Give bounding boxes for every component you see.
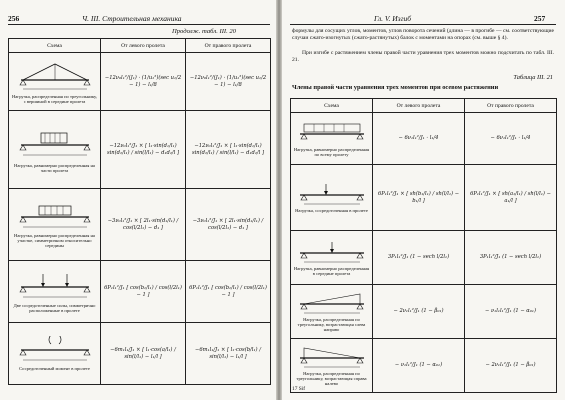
right-page-number: 257 <box>534 14 546 23</box>
scheme-cell <box>9 189 101 261</box>
full-uniform-load-diagram <box>296 121 368 145</box>
column-header: От левого пролета <box>373 99 465 113</box>
scheme-caption: Нагрузка, сосредоточенная в пролете <box>295 208 368 213</box>
scheme-caption: Нагрузка, распределенная по треугольнику, возрастающая справа налево <box>296 371 367 386</box>
left-span-formula: 3P₁l₁²/J₁ (1 − sech l/2l₁) <box>373 231 465 285</box>
left-span-formula: −12ν₀l₁²/(J₁) · (1/u₁²)(sec u₁/2 − 1) − l₁/8 <box>101 53 186 111</box>
scheme-caption: Сосредоточенный момент в пролете <box>19 366 90 371</box>
column-header: От левого пролета <box>101 39 186 53</box>
scheme-cell <box>291 285 373 339</box>
left-span-formula: −6m₁l₁/J₁ × [ l₁·cos(a/l₁) / sin(l/l₁) − l₁/l ] <box>101 323 186 385</box>
table-row <box>9 111 271 189</box>
left-span-formula: − 6ν₁l₁²/J₁ · l₁/4 <box>373 113 465 165</box>
scheme-cell <box>291 113 373 165</box>
right-span-formula: −12ν₀l₁²/(J₁) · (1/u₁²)(sec u₁/2 − 1) − l₁/8 <box>186 53 271 111</box>
left-span-formula: −3ν₀l₁²/J₁ × [ 2l₁·sin(d₁/l₁) / cos(l/2l₁) − d₁ ] <box>101 189 186 261</box>
right-page <box>282 0 565 400</box>
table-row <box>9 261 271 323</box>
scheme-caption: Нагрузка, распределенная по треугольнику, возрастающая слева направо <box>297 317 366 332</box>
point-load-diagram <box>296 182 368 206</box>
triangular-load-diagram <box>15 60 95 92</box>
left-running-head: Ч. III. Строительная механика <box>82 14 182 23</box>
scheme-caption: Две сосредоточенные силы, симметрично расположенные в пролете <box>13 302 96 313</box>
column-header: Схема <box>9 39 101 53</box>
scheme-cell <box>9 111 101 189</box>
left-span-formula: 6P₁l₁²/J₁ × [ sh(b₁/l₁) / sh(l/l₁) − b₁/l ] <box>373 165 465 231</box>
table-row <box>9 53 271 111</box>
scheme-cell <box>9 261 101 323</box>
right-span-formula: −6m₁l₁/J₁ × [ l₁·cos(b/l₁) / sin(l/l₁) − l₁/l ] <box>186 323 271 385</box>
scheme-caption: Нагрузка, распределенная по треугольнику, с вершиной в середине пролета <box>11 93 98 104</box>
table-header-row <box>9 39 271 53</box>
left-span-formula: − ν₁l₁²/J₁ (1 − α₀₁) <box>373 339 465 393</box>
right-span-formula: − 2ν₁l₁²/J₁ (1 − β₀₁) <box>465 339 557 393</box>
left-table <box>8 38 271 385</box>
right-table <box>290 98 557 393</box>
table-label: Таблица III. 21 <box>513 74 553 81</box>
left-span-formula: 6P₁l₁²/J₁ [ cos(b₁/l₁) / cos(l/2l₁) − 1 ] <box>101 261 186 323</box>
body-paragraph: формулы для сосущих углов, моментов, углов поворота сечений (длина — в прогибе — см. соответствующие случаи сжато-изогнутых (сжато-растянутых) балок с моментами на опорах (см. выше § 4). <box>292 28 554 42</box>
table-continuation-label: Продолж. табл. III. 20 <box>172 28 236 35</box>
scheme-caption: Нагрузка, равномерно распределенная по всему пролету <box>293 146 370 157</box>
table-row <box>291 285 557 339</box>
table-row <box>291 165 557 231</box>
partial-uniform-load-diagram <box>15 127 95 161</box>
column-header: От правого пролета <box>186 39 271 53</box>
table-row <box>291 113 557 165</box>
scheme-caption: Нагрузка, равномерно распределенная на части пролета <box>14 162 95 173</box>
scheme-cell <box>291 339 373 393</box>
table-title: Члены правой части уравнения трех моментов при осевом растяжении <box>292 84 499 91</box>
right-span-formula: 3P₁l₁²/J₁ (1 − sech l/2l₁) <box>465 231 557 285</box>
right-span-formula: −12ν₀l₁²/J₁ × [ l₁·sin(d₁/l₁) sin(d₂/l₁) / sin(l/l₁) − d₁d₂/l ] <box>186 111 271 189</box>
table-row <box>9 189 271 261</box>
column-header: От правого пролета <box>465 99 557 113</box>
two-point-loads-diagram <box>15 271 95 301</box>
left-span-formula: − 2ν₁l₁²/J₁ (1 − β₀₁) <box>373 285 465 339</box>
triangle-increasing-right-diagram <box>296 291 368 315</box>
triangle-increasing-left-diagram <box>296 345 368 369</box>
left-page <box>0 0 276 400</box>
right-span-formula: −3ν₀l₁²/J₁ × [ 2l₁·sin(d₁/l₁) / cos(l/2l₁) − d₁ ] <box>186 189 271 261</box>
body-paragraph: При изгибе с растяжением члены правой части уравнения трех моментов можно подсчитать по табл. III. 21. <box>292 50 554 64</box>
right-span-formula: 6P₁l₁²/J₁ × [ sh(a₁/l₁) / sh(l/l₁) − a₁/l ] <box>465 165 557 231</box>
table-row <box>9 323 271 385</box>
scheme-cell <box>9 53 101 111</box>
right-span-formula: 6P₁l₁²/J₁ [ cos(b₁/l₁) / cos(l/2l₁) − 1 ] <box>186 261 271 323</box>
header-rule <box>8 24 270 25</box>
right-span-formula: − 6ν₁l₁²/J₁ · l₁/4 <box>465 113 557 165</box>
concentrated-moment-diagram <box>15 336 95 364</box>
left-page-number: 256 <box>8 14 20 23</box>
table-header-row <box>291 99 557 113</box>
scheme-cell <box>291 165 373 231</box>
right-running-head: Гл. V. Изгиб <box>374 14 412 23</box>
left-span-formula: −12ν₀l₁²/J₁ × [ l₁·sin(d₁/l₁) sin(d₂/l₁) / sin(l/l₁) − d₁d₂/l ] <box>101 111 186 189</box>
scheme-caption: Нагрузка, равномерно распределенная в середине пролета <box>293 265 370 276</box>
signature-mark: 17 Sif <box>292 386 306 392</box>
table-row <box>291 231 557 285</box>
header-rule <box>290 24 556 25</box>
right-span-formula: − ν₁l₁l₁²/J₁ (1 − α₀₁) <box>465 285 557 339</box>
symmetric-uniform-load-diagram <box>15 201 95 231</box>
column-header: Схема <box>291 99 373 113</box>
mid-span-load-diagram <box>296 240 368 264</box>
scheme-caption: Нагрузка, равномерно распределенная на участке, симметричном относительно середины <box>14 233 95 248</box>
table-row <box>291 339 557 393</box>
scheme-cell <box>291 231 373 285</box>
scheme-cell <box>9 323 101 385</box>
